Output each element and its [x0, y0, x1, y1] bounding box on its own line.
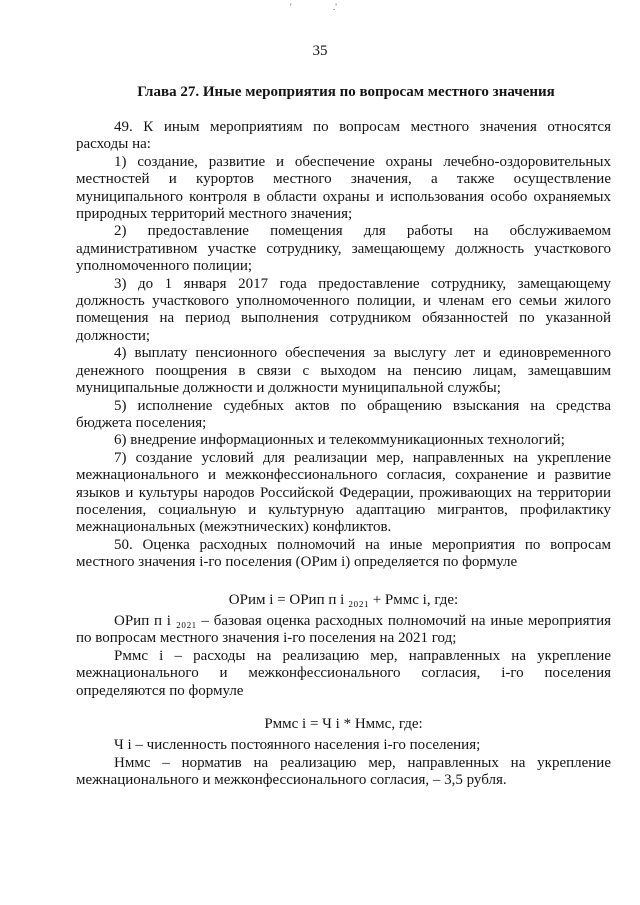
document-body: [76, 119, 611, 790]
definition-ch: Ч i – численность постоянного населения i-го поселения;: [114, 737, 481, 754]
definition-nmms: Нммс – норматив на реализацию мер, направленных на укрепление межнационального и межконфессионального согласия, – 3,5 рубля.: [76, 754, 611, 789]
definition-orip: ОРип п i ₂₀₂₁ – базовая оценка расходных полномочий на иные мероприятия по вопросам местного значения i-го поселения на 2021 год;: [76, 612, 611, 647]
list-item-7: 7) создание условий для реализации мер, направленных на укрепление межнационального и межконфессионального согласия, сохранение и развитие языков и культуры народов Российской Федерации, проживающих на территории поселения, социальную и культурную адаптацию мигрантов, профилактику межнациональных (межэтнических) конфликтов.: [76, 449, 611, 536]
list-item-1: 1) создание, развитие и обеспечение охраны лечебно-оздоровительных местностей и курортов местного значения, а также осуществление муниципального контроля в области охраны и использования особо охраняемых природных территорий местного значения;: [76, 153, 611, 223]
scan-mark: .': [333, 2, 337, 12]
list-item-5: 5) исполнение судебных актов по обращению взыскания на средства бюджета поселения;: [76, 397, 611, 431]
list-item-2: 2) предоставление помещения для работы на обслуживаемом административном участке сотруднику, замещающему должность участкового уполномоченного полиции;: [76, 223, 611, 275]
page-number: 35: [312, 43, 328, 59]
chapter-title: Глава 27. Иные мероприятия по вопросам местного значения: [137, 84, 555, 100]
paragraph-49: 49. К иным мероприятиям по вопросам местного значения относятся расходы на:: [76, 119, 611, 153]
list-item-3: 3) до 1 января 2017 года предоставление сотруднику, замещающему должность участкового уполномоченного полиции, и членам его семьи жилого помещения на период выполнения сотрудником обязанностей по указанной должности;: [76, 275, 611, 344]
paragraph-50: 50. Оценка расходных полномочий на иные мероприятия по вопросам местного значения i-го поселения (ОРим i) определяется по формуле: [76, 536, 611, 571]
list-item-4: 4) выплату пенсионного обеспечения за выслугу лет и единовременного денежного поощрения в связи с выходом на пенсию лицам, замещавшим муниципальные должности и должности муниципальной службы;: [76, 345, 611, 397]
formula-orim: ОРим i = ОРип п i ₂₀₂₁ + Рммс i, где:: [228, 591, 459, 608]
definition-rmms: Рммс i – расходы на реализацию мер, направленных на укрепление межнационального и межконфессионального согласия, i-го поселения определяются по формуле: [76, 647, 611, 699]
formula-rmms: Рммс i = Ч i * Нммс, где:: [264, 716, 423, 732]
scan-mark: ': [290, 2, 292, 12]
list-item-6: 6) внедрение информационных и телекоммуникационных технологий;: [114, 432, 565, 449]
